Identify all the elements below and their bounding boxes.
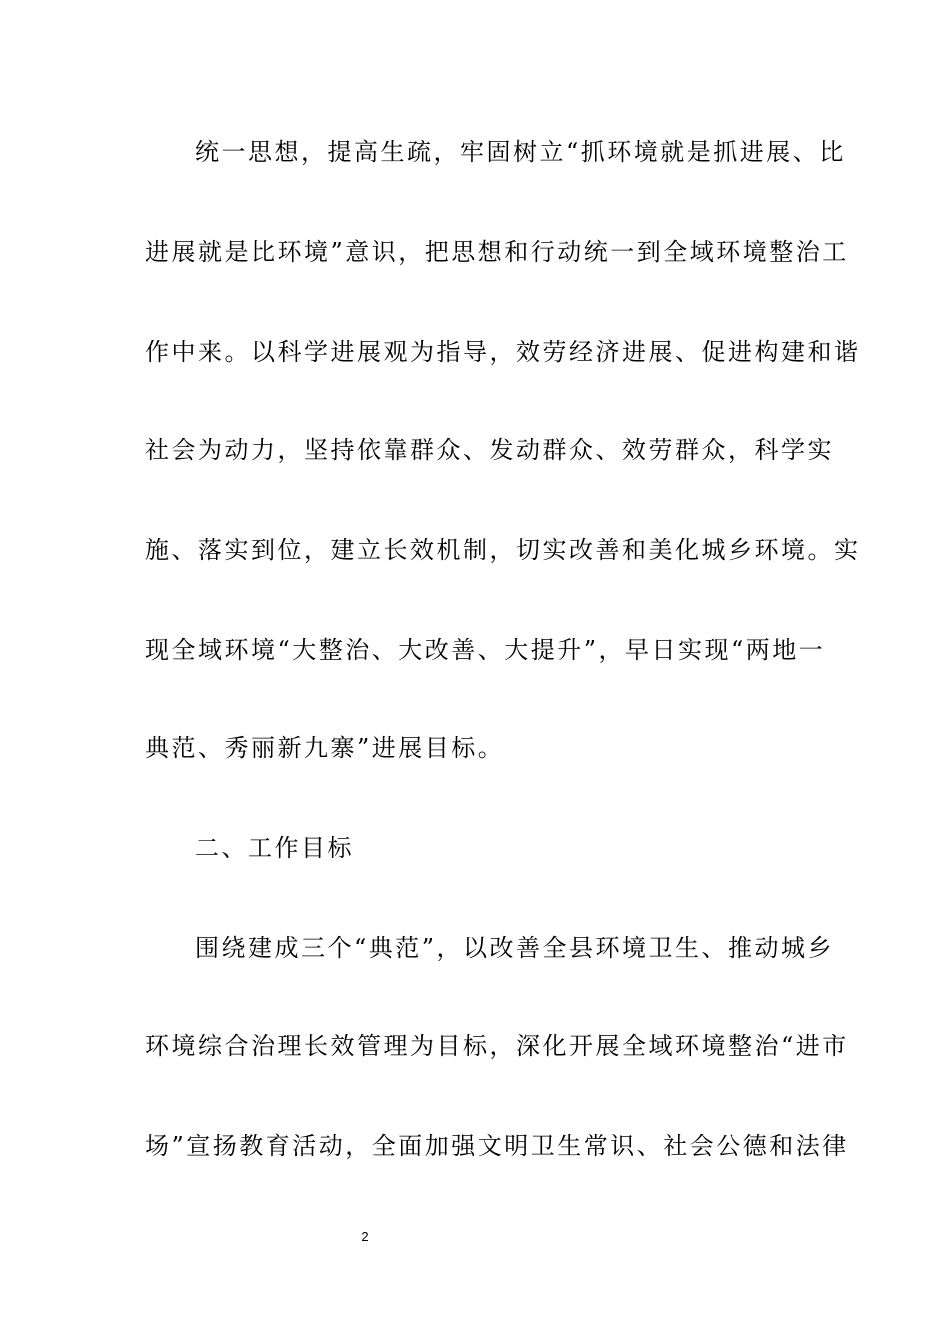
paragraph-2-line-3: 场”宣扬教育活动，全面加强文明卫生常识、社会公德和法律: [145, 1132, 849, 1160]
paragraph-1-line-2: 进展就是比环境”意识，把思想和行动统一到全域环境整治工: [145, 238, 849, 266]
page-number: 2: [361, 1229, 369, 1244]
paragraph-1-line-6: 现全域环境“大整治、大改善、大提升”，早日实现“两地一: [145, 636, 826, 664]
paragraph-1-line-4: 社会为动力，坚持依靠群众、发动群众、效劳群众，科学实: [145, 436, 834, 464]
paragraph-2-line-1: 围绕建成三个“典范”，以改善全县环境卫生、推动城乡: [195, 934, 835, 962]
paragraph-1-line-3: 作中来。以科学进展观为指导，效劳经济进展、促进构建和谐: [145, 338, 861, 366]
paragraph-1-line-7: 典范、秀丽新九寨”进展目标。: [145, 734, 505, 762]
paragraph-1-line-1: 统一思想，提高生疏，牢固树立“抓环境就是抓进展、比: [195, 138, 846, 166]
paragraph-1-line-5: 施、落实到位，建立长效机制，切实改善和美化城乡环境。实: [145, 536, 861, 564]
paragraph-2-line-2: 环境综合治理长效管理为目标，深化开展全域环境整治“进市: [145, 1032, 849, 1060]
section-heading: 二、工作目标: [195, 834, 354, 862]
